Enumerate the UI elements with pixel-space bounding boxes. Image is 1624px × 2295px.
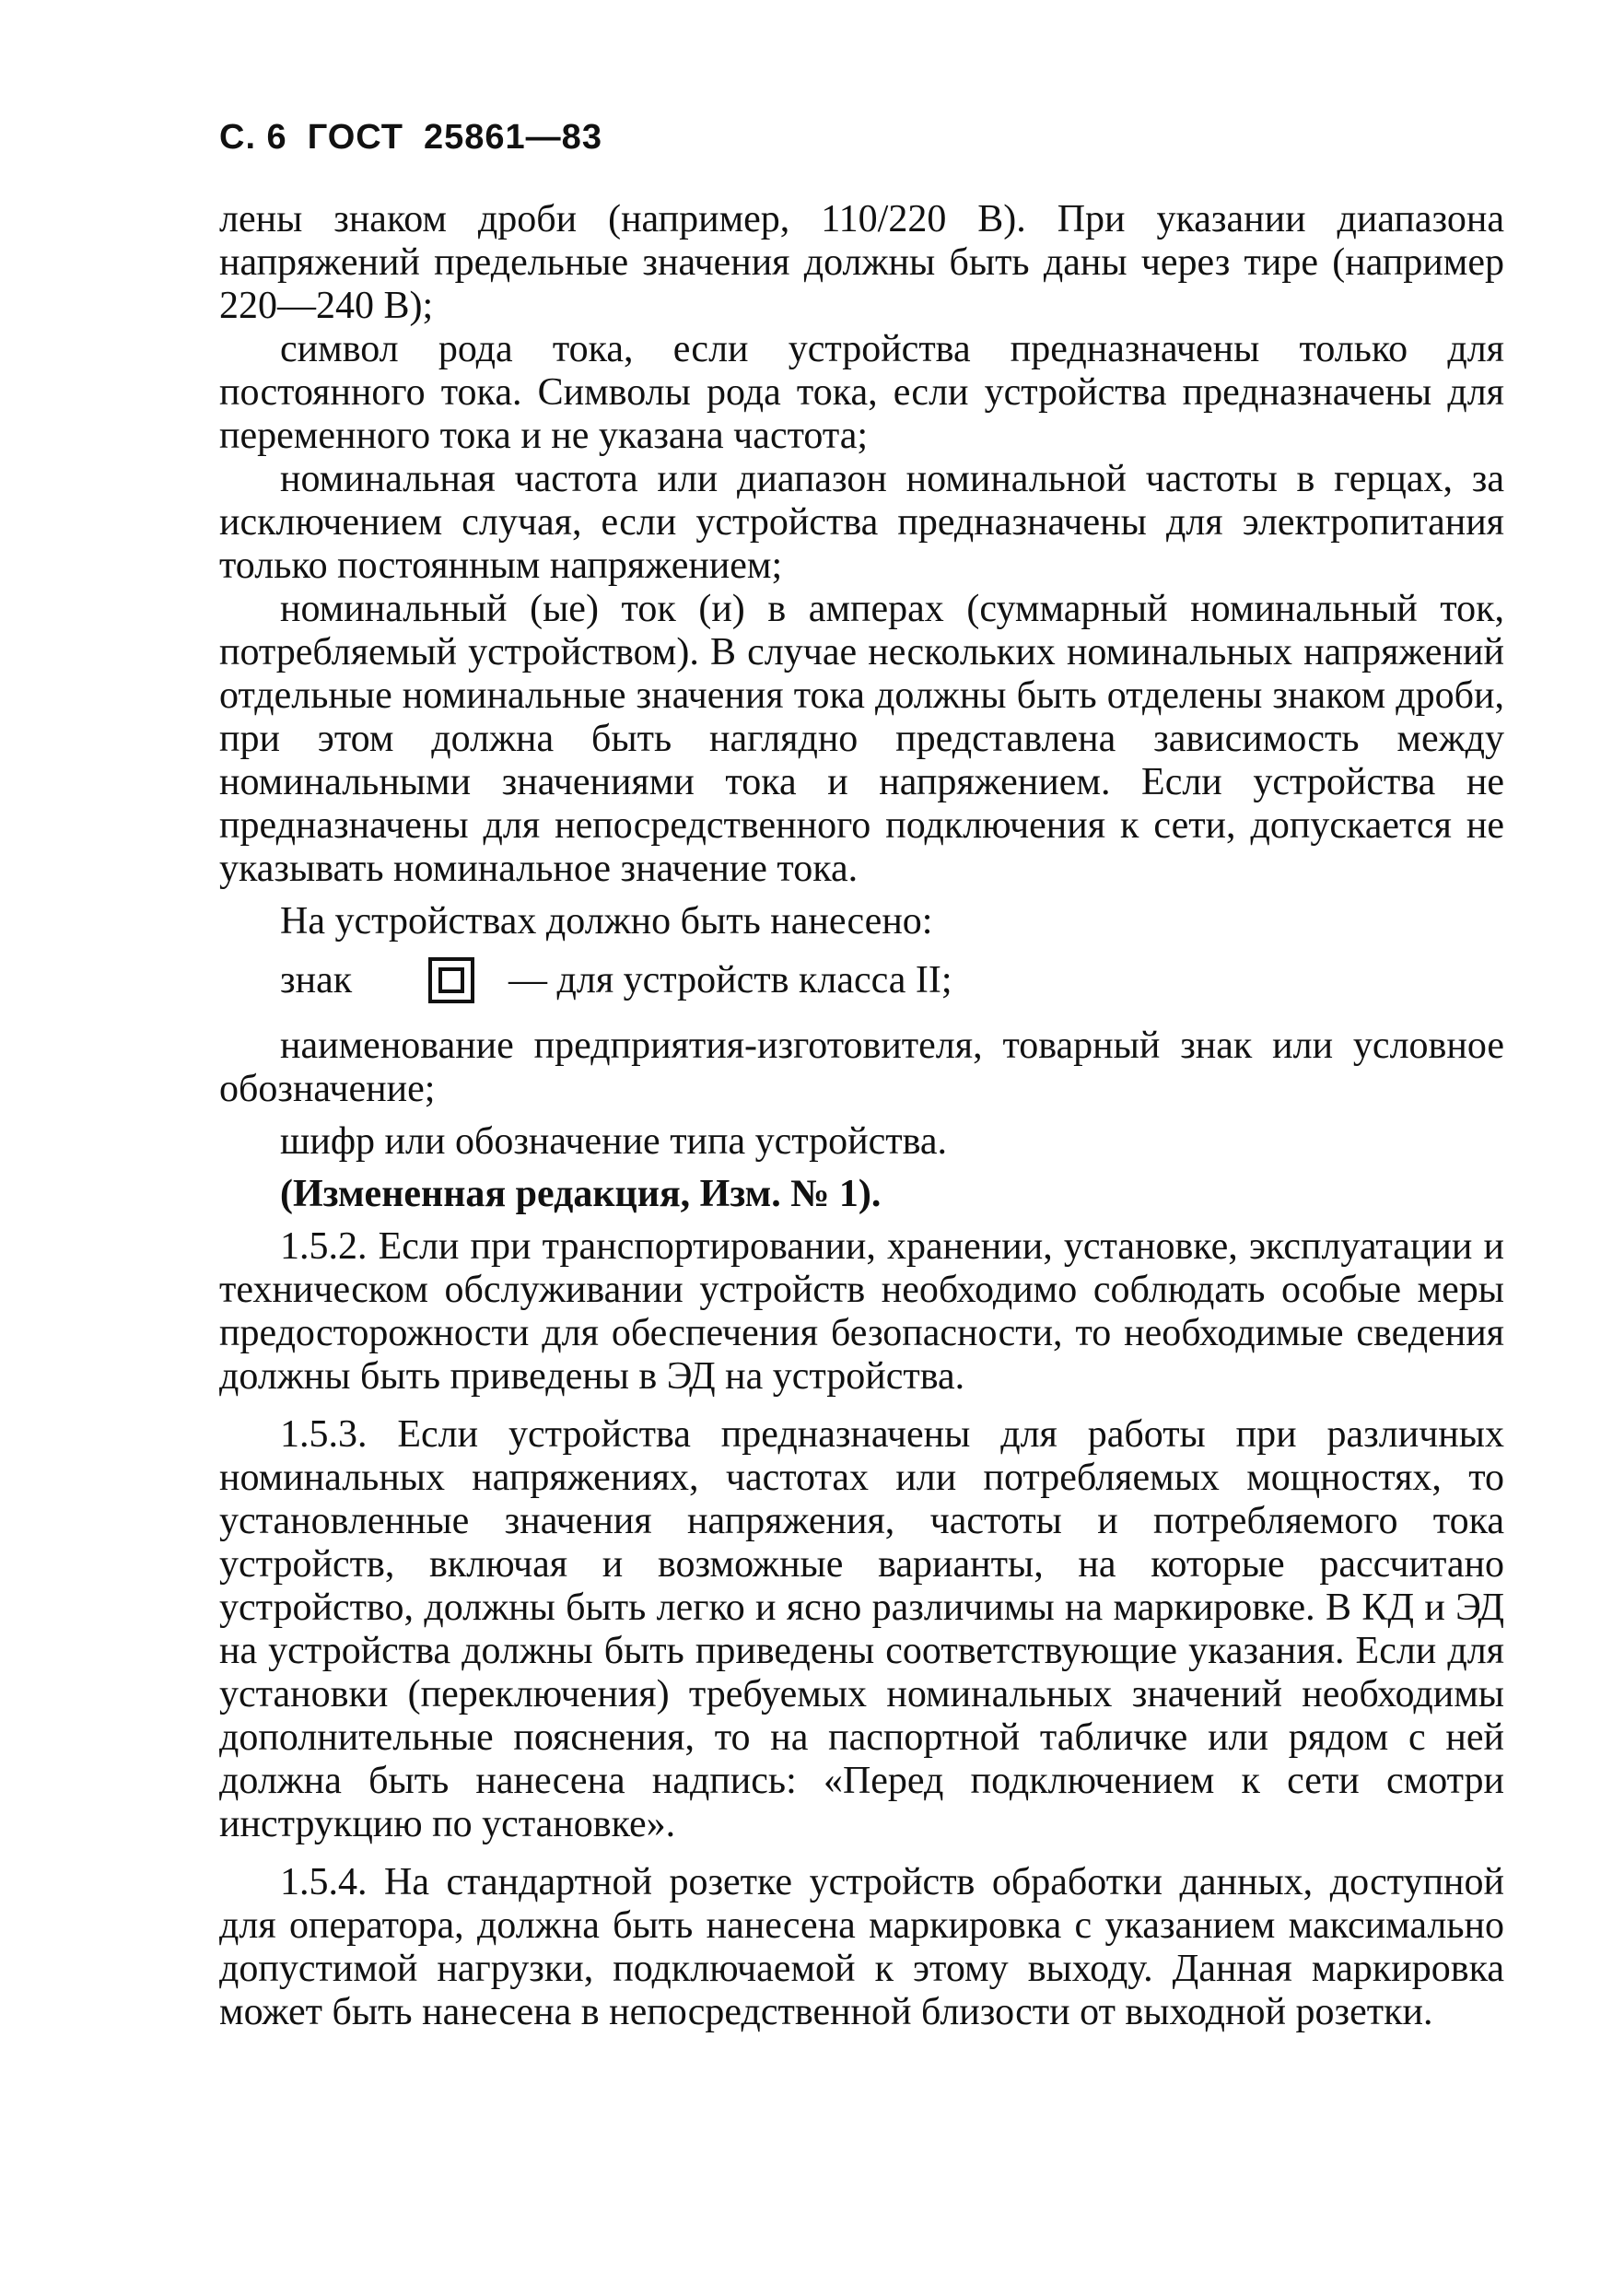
paragraph: символ рода тока, если устройства предназначены только для постоянного тока. Символы рода тока, если устройства предназначены для переменного тока и не указана частота; [219, 328, 1504, 457]
standard-label: ГОСТ [307, 118, 404, 157]
page-header [219, 118, 602, 158]
paragraph: номинальная частота или диапазон номинальной частоты в герцах, за исключением случая, если устройства предназначены для электропитания только постоянным напряжением; [219, 458, 1504, 587]
sign-word: знак [280, 958, 353, 1001]
page-number: С. 6 [219, 118, 287, 157]
paragraph: На устройствах должно быть нанесено: [280, 900, 933, 943]
class-ii-sign-line [280, 951, 1504, 1010]
clause-1-5-2: 1.5.2. Если при транспортировании, хранении, установке, эксплуатации и техническом обслуживании устройств необходимо соблюдать особые меры предосторожности для обеспечения безопасности, то необходимые сведения должны быть приведены в ЭД на устройства. [219, 1225, 1504, 1398]
paragraph: номинальный (ые) ток (и) в амперах (суммарный номинальный ток, потребляемый устройством). В случае нескольких номинальных напряжений отдельные номинальные значения тока должны быть отделены знаком дроби, при этом должна быть наглядно представлена зависимость между номинальными значениями тока и напряжением. Если устройства не предназначены для непосредственного подключения к сети, допускается не указывать номинальное значение тока. [219, 588, 1504, 890]
document-body [219, 198, 1504, 2034]
standard-number: 25861—83 [424, 118, 602, 157]
sign-text: — для устройств класса II; [508, 958, 952, 1001]
paragraph: наименование предприятия-изготовителя, товарный знак или условное обозначение; [219, 1025, 1504, 1110]
clause-1-5-3: 1.5.3. Если устройства предназначены для работы при различных номинальных напряжениях, частотах или потребляемых мощностях, то установленные значения напряжения, частоты и потребляемого тока устройств, включая и возможные варианты, на которые рассчитано устройство, должны быть легко и ясно различимы на маркировке. В КД и ЭД на устройства должны быть приведены соответствующие указания. Если для установки (переключения) требуемых номинальных значений необходимы дополнительные пояснения, то на паспортной табличке или рядом с ней должна быть нанесена надпись: «Перед подключением к сети смотри инструкцию по установке». [219, 1413, 1504, 1845]
class-ii-double-square-icon [427, 956, 475, 1004]
paragraph: шифр или обозначение типа устройства. [280, 1120, 948, 1163]
amendment-note: (Измененная редакция, Изм. № 1). [280, 1173, 882, 1215]
paragraph: лены знаком дроби (например, 110/220 В). При указании диапазона напряжений предельные значения должны быть даны через тире (например 220—240 В); [219, 198, 1504, 327]
clause-1-5-4: 1.5.4. На стандартной розетке устройств обработки данных, доступной для оператора, должна быть нанесена маркировка с указанием максимально допустимой нагрузки, подключаемой к этому выходу. Данная маркировка может быть нанесена в непосредственной близости от выходной розетки. [219, 1861, 1504, 2033]
